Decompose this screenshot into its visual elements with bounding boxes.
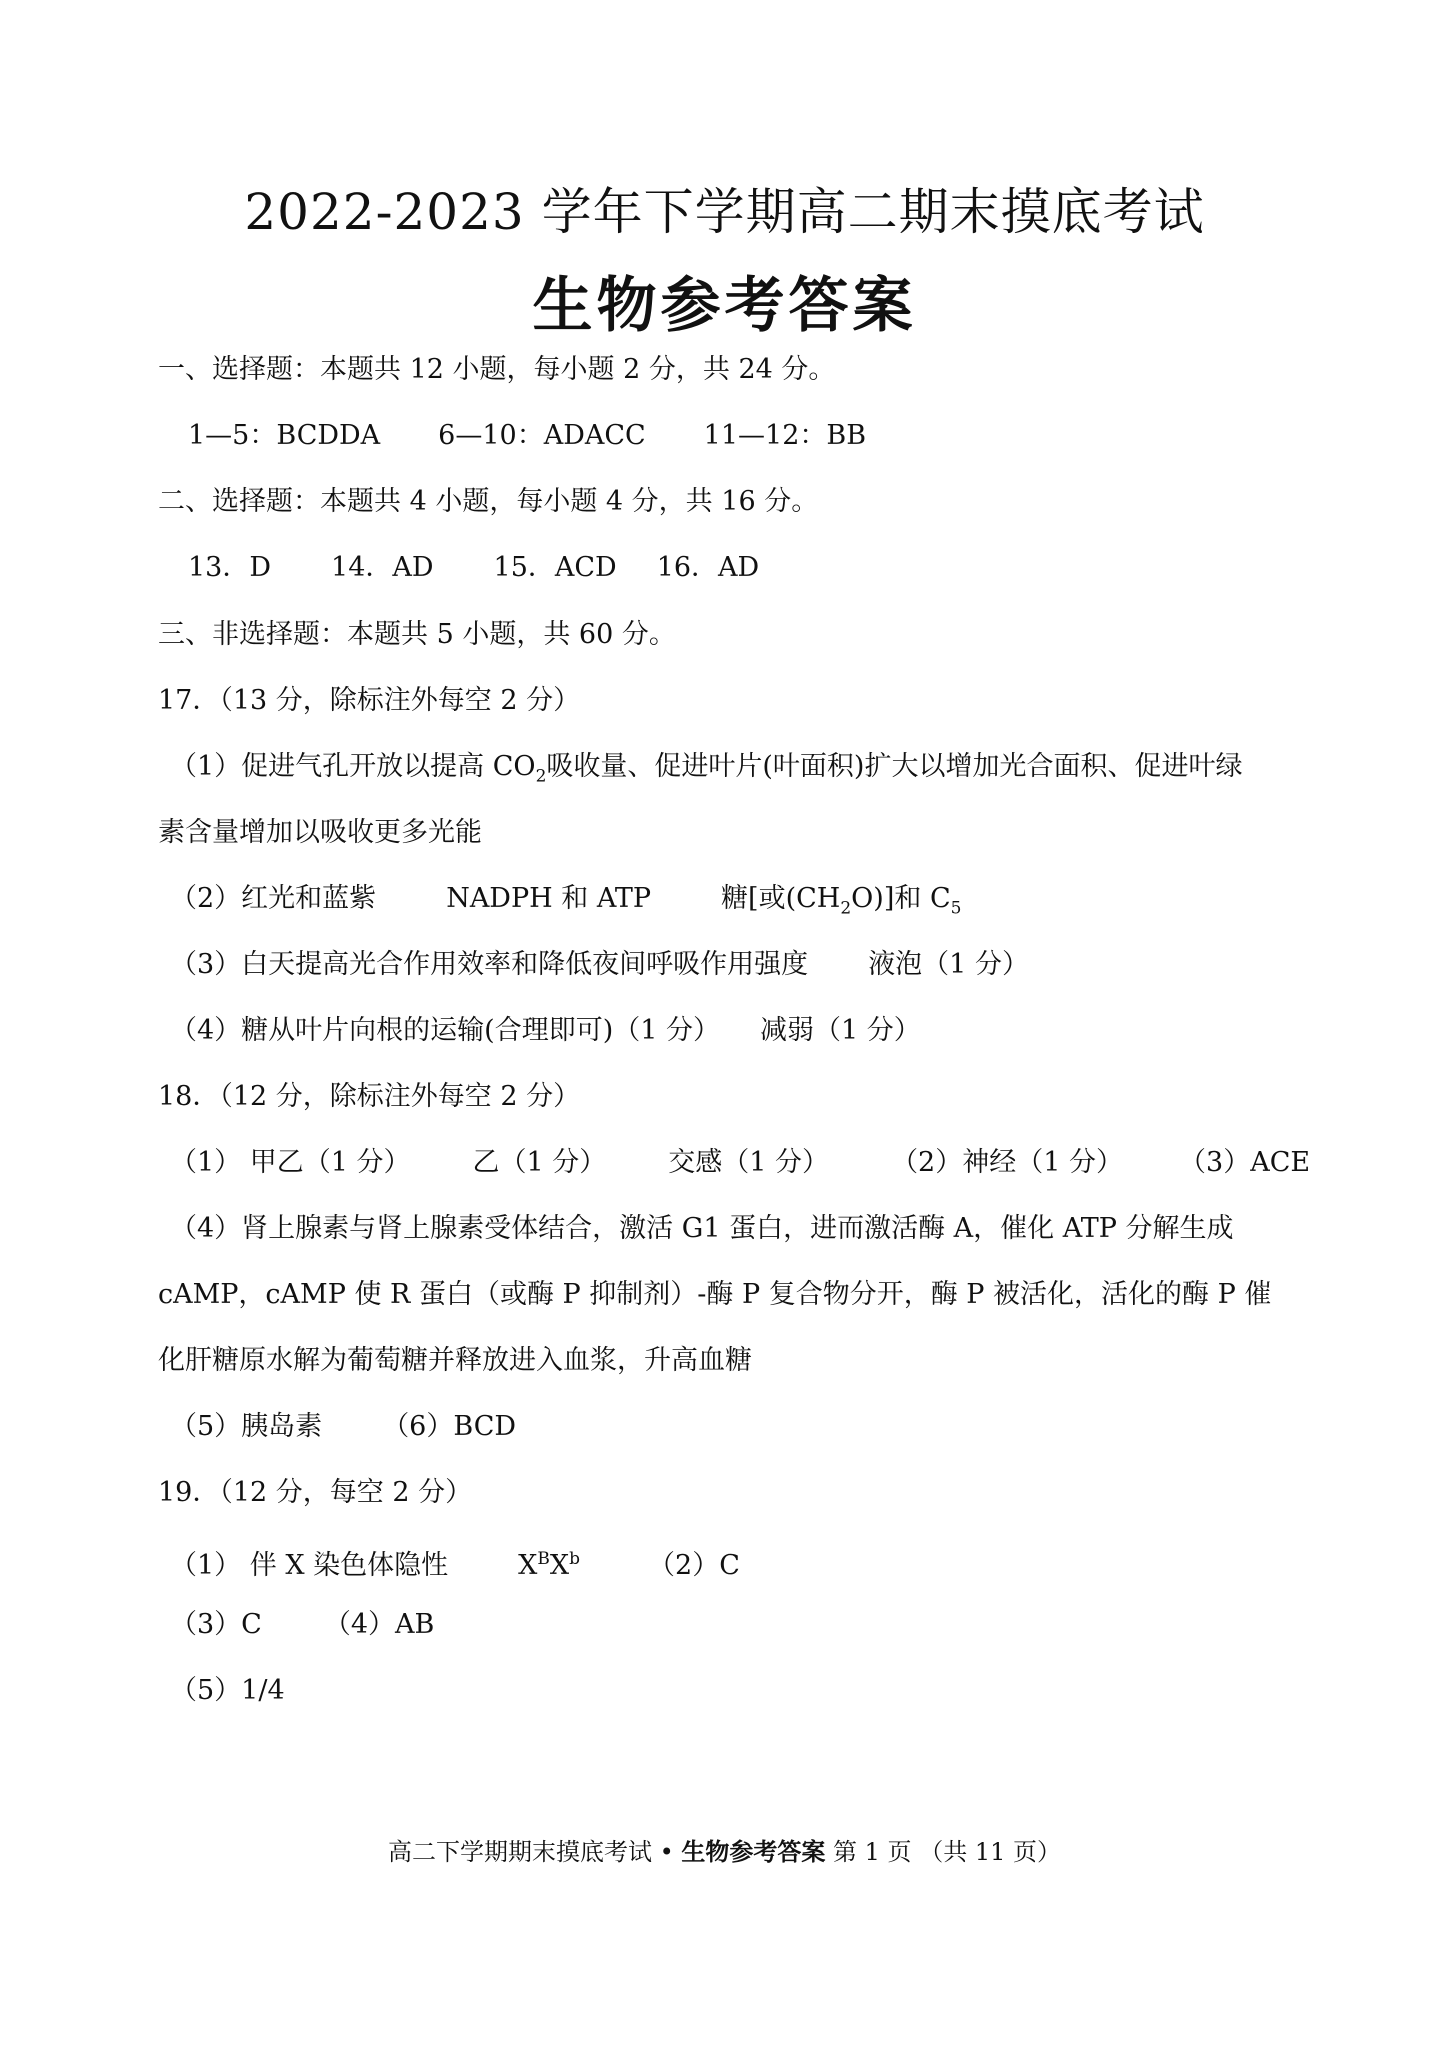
page-footer: 高二下学期期末摸底考试 • 生物参考答案 第 1 页 （共 11 页）: [387, 1838, 1061, 1866]
page-subtitle: 生物参考答案: [532, 271, 917, 341]
q18-heading: 18．（12 分，除标注外每空 2 分）: [158, 1081, 581, 1112]
section1-heading: 一、选择题：本题共 12 小题，每小题 2 分，共 24 分。: [158, 354, 836, 385]
q17-part3: （3）白天提高光合作用效率和降低夜间呼吸作用强度 液泡（1 分）: [170, 949, 1029, 980]
q17-part1-cont: 素含量增加以吸收更多光能: [158, 817, 482, 848]
q17-part1: （1）促进气孔开放以提高 $CO_2$吸收量、促进叶片(叶面积)扩大以增加光合面积、促进叶绿: [170, 751, 1243, 787]
answer-group-2: 6—10：ADACC: [438, 420, 646, 451]
q18-part4-cont1: cAMP，cAMP 使 R 蛋白（或酶 P 抑制剂）-酶 P 复合物分开，酶 P 被活化，活化的酶 P 催: [158, 1279, 1272, 1310]
section3-heading: 三、非选择题：本题共 5 小题，共 60 分。: [158, 619, 676, 650]
q19-part5: （5）1/4: [170, 1675, 285, 1706]
answer-13: 13．D: [188, 552, 272, 583]
q18-part4: （4）肾上腺素与肾上腺素受体结合，激活 G1 蛋白，进而激活酶 A，催化 ATP 分解生成: [170, 1213, 1234, 1244]
q17-part2: （2）红光和蓝紫 NADPH 和 ATP 糖[或$(CH_2O)$]和 $C_5$: [170, 883, 962, 919]
page-title: 2022-2023 学年下学期高二期末摸底考试: [244, 183, 1205, 241]
q18-part5: （5）胰岛素 （6）BCD: [170, 1411, 517, 1442]
q19-part1: （1） 伴 X 染色体隐性 $X^BX^b$ （2）C: [170, 1549, 740, 1581]
q19-part3: （3）C （4）AB: [170, 1609, 435, 1640]
q18-part1: （1） 甲乙（1 分） 乙（1 分） 交感（1 分） （2）神经（1 分） （3）ACE: [170, 1147, 1311, 1178]
answer-14: 14．AD: [331, 552, 434, 583]
section2-answers: [188, 550, 759, 586]
answer-group-3: 11—12：BB: [703, 420, 867, 451]
q19-heading: 19．（12 分，每空 2 分）: [158, 1477, 473, 1508]
answer-group-1: 1—5：BCDDA: [188, 420, 381, 451]
answer-15: 15．ACD: [493, 552, 617, 583]
q18-part4-cont2: 化肝糖原水解为葡萄糖并释放进入血浆，升高血糖: [158, 1345, 752, 1376]
q17-part4: （4）糖从叶片向根的运输(合理即可)（1 分） 减弱（1 分）: [170, 1015, 921, 1046]
q17-heading: 17．（13 分，除标注外每空 2 分）: [158, 685, 581, 716]
answer-16: 16．AD: [656, 552, 760, 583]
section2-heading: 二、选择题：本题共 4 小题，每小题 4 分，共 16 分。: [158, 486, 819, 517]
section1-answers: [188, 418, 866, 454]
genotype: $X^BX^b$: [518, 1549, 581, 1581]
